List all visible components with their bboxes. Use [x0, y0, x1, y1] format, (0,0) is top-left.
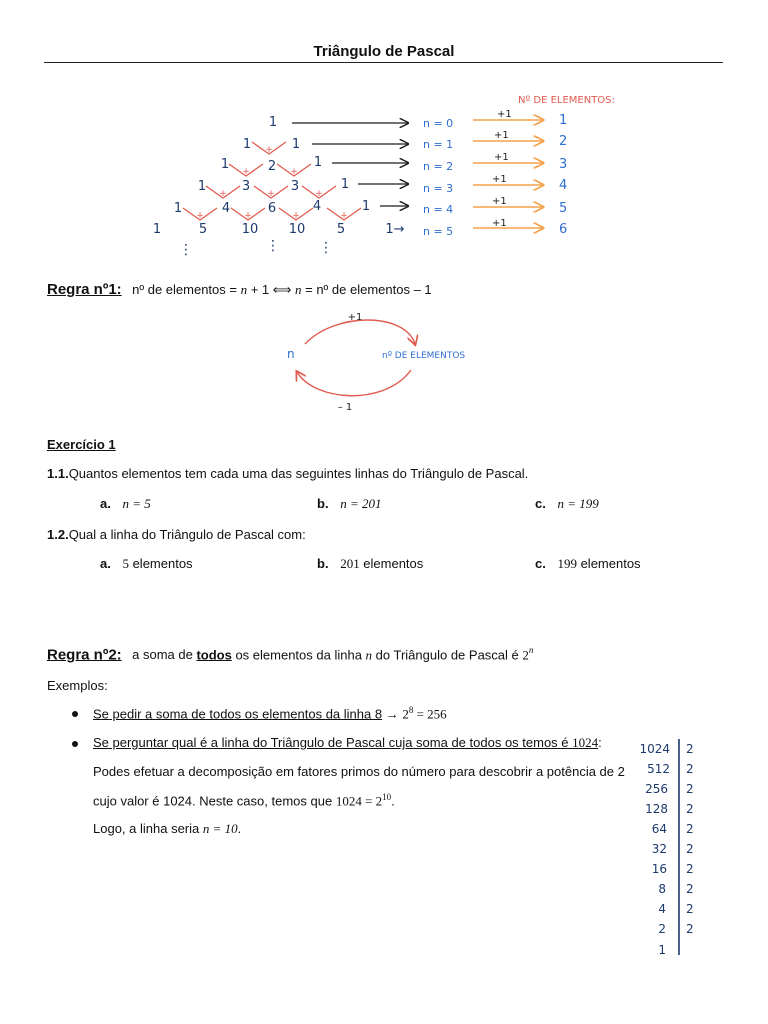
option-number: 199	[557, 556, 577, 571]
question-number: 1.2.	[47, 527, 69, 542]
explanation-exponent: 10	[382, 792, 392, 802]
conclusion-end: .	[237, 821, 242, 836]
title-divider	[44, 62, 723, 63]
option-number: 201	[340, 556, 360, 571]
rule-1-text-c: = nº de elementos – 1	[301, 282, 432, 297]
pascal-triangle-diagram	[140, 88, 640, 258]
dividend: 512	[647, 762, 670, 776]
pascal-value: 1	[197, 179, 207, 194]
divisors	[686, 742, 694, 936]
explanation-line-2	[93, 792, 395, 809]
pascal-value: 10	[241, 222, 259, 237]
example-2-number: 1024	[572, 735, 599, 750]
increment-label: +1	[492, 196, 507, 207]
option-value: n = 199	[557, 496, 599, 511]
dividend: 2	[658, 922, 666, 936]
increment-labels	[492, 109, 512, 229]
option-value: n = 5	[122, 496, 151, 511]
pascal-value: 1	[340, 177, 350, 192]
rule-1	[47, 281, 432, 299]
divisor: 2	[686, 802, 694, 816]
dividend: 32	[651, 842, 667, 856]
explanation-line-1: Podes efetuar a decomposição em fatores primos do número para descobrir a potência de 2	[93, 764, 625, 779]
example-1-exponent: 8	[408, 705, 414, 715]
element-count: 2	[559, 134, 568, 149]
rule-2-n: n	[365, 647, 373, 663]
n-labels	[423, 117, 453, 238]
element-counts	[518, 95, 615, 237]
divisor: 2	[686, 862, 694, 876]
pascal-value: 1	[291, 137, 301, 152]
rule-1-n: n	[295, 282, 302, 297]
n-label: n = 1	[423, 138, 454, 151]
explanation-text: cujo valor é 1024. Neste caso, temos que	[93, 793, 336, 809]
option-text: elementos	[128, 556, 193, 571]
rule-2-text-b: os elementos da linha	[231, 647, 366, 663]
increment-label: +1	[494, 152, 509, 163]
pascal-value: 1	[313, 155, 323, 170]
page-title: Triângulo de Pascal	[313, 43, 455, 60]
option-b	[317, 496, 381, 512]
option-c	[535, 556, 641, 572]
conclusion-text: Logo, a linha seria	[93, 821, 203, 836]
dividend: 256	[645, 782, 668, 796]
element-count: 6	[559, 222, 568, 237]
rule-2-bold: todos	[196, 647, 232, 663]
option-label: a.	[100, 496, 111, 511]
explanation-math: 1024 = 2	[335, 793, 383, 809]
rule-1-cycle-diagram	[275, 306, 505, 416]
example-1-result: = 256	[413, 706, 447, 722]
cycle-left-label: n	[287, 347, 295, 361]
pascal-value: 3	[241, 179, 251, 194]
pascal-value: 4	[312, 199, 322, 214]
pascal-value: 3	[290, 179, 300, 194]
ellipsis: ⋮	[266, 238, 280, 254]
option-b	[317, 556, 423, 572]
plus-sign: +	[219, 189, 227, 199]
forward-arc	[305, 320, 415, 344]
rule-2-text-c: do Triângulo de Pascal é	[372, 647, 523, 663]
divisor: 2	[686, 922, 694, 936]
option-label: c.	[535, 496, 546, 511]
arrow: →	[382, 706, 403, 722]
dividend: 1024	[639, 742, 670, 756]
prime-factorization	[630, 735, 710, 960]
backward-arc	[297, 370, 411, 396]
option-label: c.	[535, 556, 546, 571]
rule-1-text-a: nº de elementos =	[132, 282, 241, 297]
plus-sign: +	[265, 145, 273, 155]
n-label: n = 5	[423, 225, 454, 238]
rule-1-text-b: + 1 ⟺	[247, 282, 295, 297]
rule-2-formula: 2	[522, 647, 529, 663]
pascal-value: 10	[288, 222, 306, 237]
pascal-value: 4	[221, 201, 231, 216]
divisor: 2	[686, 782, 694, 796]
n-label: n = 2	[423, 160, 454, 173]
plus-sign: +	[242, 167, 250, 177]
ellipsis: ⋮	[179, 242, 193, 258]
pascal-value: 1	[173, 201, 183, 216]
divisor: 2	[686, 842, 694, 856]
question-text: Quantos elementos tem cada uma das seguintes linhas do Triângulo de Pascal.	[68, 466, 529, 481]
explanation-end: .	[391, 793, 395, 809]
examples-heading: Exemplos:	[47, 678, 108, 693]
rule-2-label: Regra nº2:	[47, 646, 122, 664]
example-1	[93, 705, 447, 722]
plus-sign: +	[267, 189, 275, 199]
question-1-2	[47, 527, 306, 542]
option-value: n = 201	[340, 496, 382, 511]
pascal-value: 1	[220, 157, 230, 172]
pascal-value: 1	[268, 115, 278, 130]
question-1-1	[47, 466, 528, 481]
example-2	[93, 735, 602, 751]
rule-2	[47, 645, 533, 664]
rule-2-text-a: a soma de	[132, 647, 197, 663]
divisor: 2	[686, 762, 694, 776]
dividend: 8	[658, 882, 666, 896]
counts-header: Nº DE ELEMENTOS:	[518, 95, 615, 106]
cycle-bottom-label: – 1	[337, 402, 353, 413]
rule-1-label: Regra nº1:	[47, 281, 122, 298]
question-number: 1.1.	[47, 466, 69, 481]
pascal-value: 1	[242, 137, 252, 152]
bullet	[72, 711, 78, 717]
dividend: 128	[645, 802, 668, 816]
element-count: 5	[559, 201, 568, 216]
divisor: 2	[686, 902, 694, 916]
dividend: 16	[651, 862, 667, 876]
explanation-line-3	[93, 821, 241, 837]
divisor: 2	[686, 822, 694, 836]
dividends	[639, 742, 670, 957]
n-label: n = 0	[423, 117, 454, 130]
rule-2-exponent: n	[528, 645, 534, 655]
plus-sign: +	[196, 211, 204, 221]
element-count: 1	[559, 113, 568, 128]
pascal-value: 1	[152, 222, 162, 237]
option-label: b.	[317, 556, 329, 571]
dividend: 1	[658, 943, 666, 957]
n-label: n = 3	[423, 182, 454, 195]
increment-label: +1	[492, 174, 507, 185]
plus-sign: +	[292, 211, 300, 221]
pascal-value: 5	[336, 222, 346, 237]
dividend: 64	[651, 822, 667, 836]
ellipsis-marks	[179, 238, 333, 258]
plus-sign: +	[340, 211, 348, 221]
increment-label: +1	[494, 130, 509, 141]
divisor: 2	[686, 742, 694, 756]
plus-sign: +	[244, 211, 252, 221]
n-label: n = 4	[423, 203, 454, 216]
triangle-numbers	[153, 115, 405, 237]
bullet	[72, 741, 78, 747]
ellipsis: ⋮	[319, 240, 333, 256]
option-c	[535, 496, 599, 512]
rule-1-n: n	[240, 282, 248, 297]
cycle-top-label: +1	[347, 312, 363, 323]
option-label: a.	[100, 556, 111, 571]
example-2-text: Se perguntar qual é a linha do Triângulo de Pascal cuja soma de todos os temos é	[93, 735, 573, 750]
pascal-value: 5	[198, 222, 208, 237]
example-1-text: Se pedir a soma de todos os elementos da linha 8	[93, 706, 383, 722]
option-a	[100, 496, 151, 512]
option-label: b.	[317, 496, 329, 511]
option-number: 5	[122, 556, 129, 571]
pascal-value: 2	[267, 159, 277, 174]
plus-sign: +	[290, 167, 298, 177]
divisor: 2	[686, 882, 694, 896]
option-a	[100, 556, 193, 572]
conclusion-math: n = 10	[202, 821, 238, 836]
dividend: 4	[658, 902, 666, 916]
pascal-value: 1	[361, 199, 371, 214]
exercise-heading: Exercício 1	[47, 437, 116, 452]
option-text: elementos	[359, 556, 424, 571]
pascal-value: 1→	[385, 222, 405, 237]
pascal-value: 6	[267, 201, 277, 216]
plus-sign: +	[315, 189, 323, 199]
cycle-right-label: nº DE ELEMENTOS	[382, 351, 466, 361]
increment-label: +1	[497, 109, 512, 120]
element-count: 3	[559, 157, 568, 172]
example-2-colon: :	[598, 735, 602, 750]
question-text: Qual a linha do Triângulo de Pascal com:	[68, 527, 306, 542]
option-text: elementos	[576, 556, 641, 571]
example-1-base: 2	[402, 706, 409, 722]
element-count: 4	[559, 178, 568, 193]
increment-label: +1	[492, 218, 507, 229]
